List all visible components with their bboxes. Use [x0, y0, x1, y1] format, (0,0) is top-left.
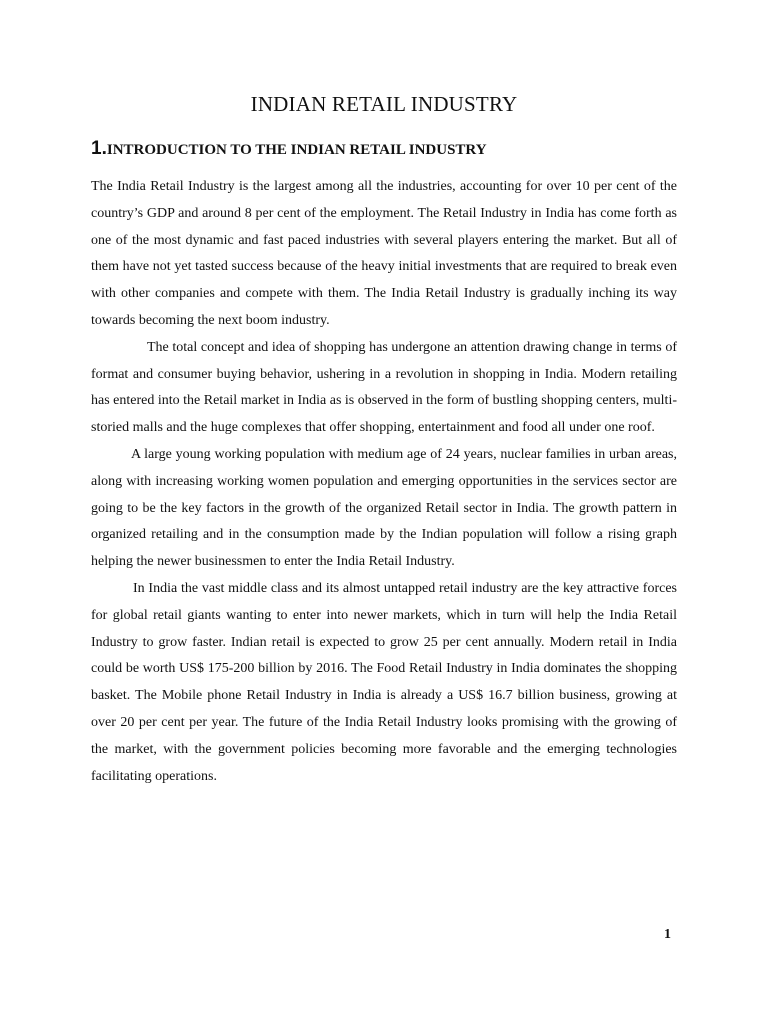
paragraph-3: A large young working population with medium age of 24 years, nuclear families in urban areas, along with increasing working women population and emerging opportunities in the services sector are going to be the key factors in the growth of the organized Retail sector in India. The growth pattern in organized retailing and in the consumption made by the Indian population will follow a rising graph helping the newer businessmen to enter the India Retail Industry. — [91, 446, 677, 570]
document-title: INDIAN RETAIL INDUSTRY — [250, 92, 518, 116]
body-text — [91, 174, 677, 790]
section-heading-text: INTRODUCTION TO THE INDIAN RETAIL INDUSTRY — [106, 142, 487, 158]
section-heading — [91, 138, 487, 160]
paragraph-4: In India the vast middle class and its almost untapped retail industry are the key attractive forces for global retail giants wanting to enter into newer markets, which in turn will help the India Retail Industry to grow faster. Indian retail is expected to grow 25 per cent annually. Modern retail in India could be worth US$ 175-200 billion by 2016. The Food Retail Industry in India dominates the shopping basket. The Mobile phone Retail Industry in India is already a US$ 16.7 billion business, growing at over 20 per cent per year. The future of the India Retail Industry looks promising with the growing of the market, with the government policies becoming more favorable and the emerging technologies facilitating operations. — [91, 580, 677, 784]
section-number: 1. — [91, 138, 107, 159]
paragraph-1: The India Retail Industry is the largest among all the industries, accounting for over 10 per cent of the country’s GDP and around 8 per cent of the employment. The Retail Industry in India has come forth as one of the most dynamic and fast paced industries with several players entering the market. But all of them have not yet tasted success because of the heavy initial investments that are required to break even with other companies and compete with them. The India Retail Industry is gradually inching its way towards becoming the next boom industry. — [91, 179, 677, 328]
page-number: 1 — [664, 927, 671, 942]
paragraph-2: The total concept and idea of shopping has undergone an attention drawing change in terms of format and consumer buying behavior, ushering in a revolution in shopping in India. Modern retailing has entered into the Retail market in India as is observed in the form of bustling shopping centers, multi-storied malls and the huge complexes that offer shopping, entertainment and food all under one roof. — [91, 339, 677, 436]
